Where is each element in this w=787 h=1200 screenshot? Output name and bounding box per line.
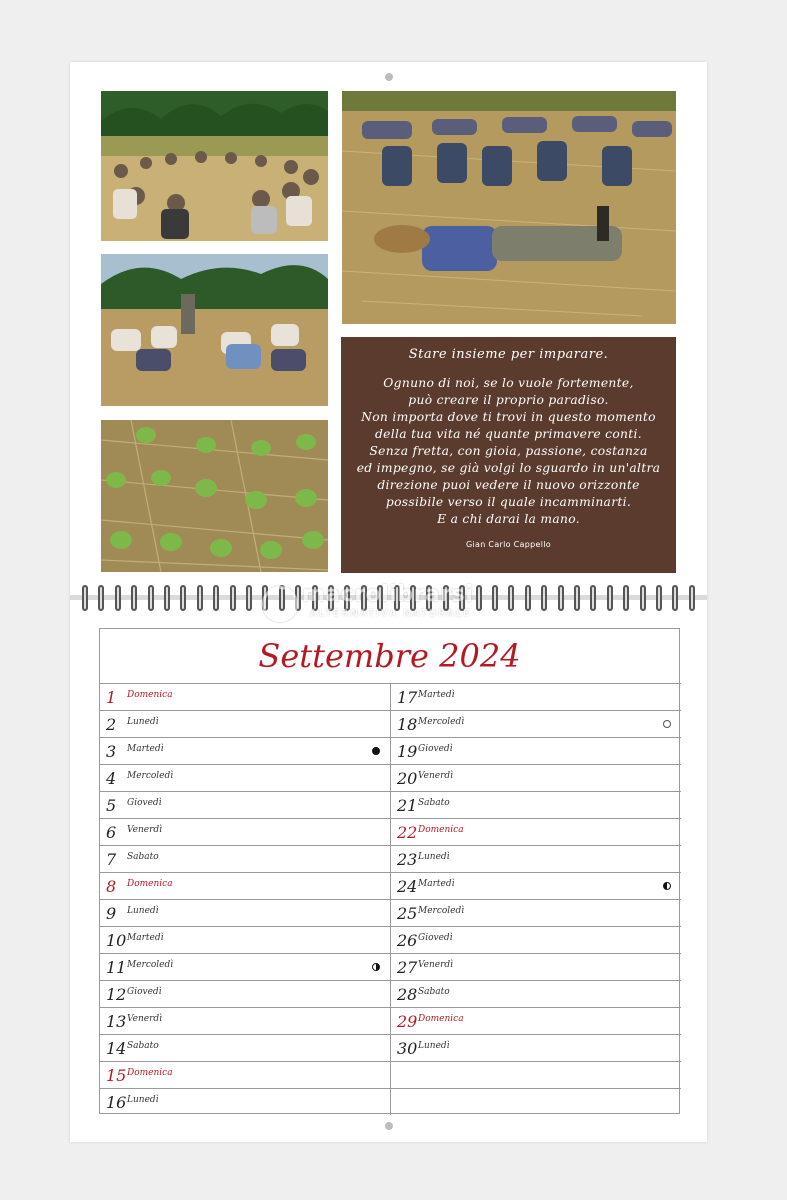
month-title: Settembre 2024	[258, 637, 521, 675]
weekday-name: Lunedì	[127, 717, 159, 727]
watermark-text: macrolibrarsi	[302, 582, 474, 607]
weekday-name: Sabato	[418, 798, 450, 808]
weekday-name: Venerdì	[418, 960, 454, 970]
calendar-day-row	[391, 710, 681, 737]
day-number: 27	[397, 958, 418, 977]
calendar-day-row	[100, 926, 390, 953]
weekday-name: Giovedì	[418, 744, 453, 754]
binding-ring	[98, 585, 104, 611]
binding-ring	[656, 585, 662, 611]
weekday-name: Martedì	[127, 744, 164, 754]
day-number: 29	[397, 1012, 418, 1031]
weekday-name: Domenica	[418, 825, 464, 835]
calendar-day-row	[391, 1061, 681, 1088]
day-number: 16	[106, 1093, 127, 1112]
quote-line: Senza fretta, con gioia, passione, costanza	[369, 444, 648, 458]
weekday-name: Sabato	[418, 987, 450, 997]
watermark-circle-icon	[262, 586, 298, 622]
binding-ring	[213, 585, 219, 611]
photo-group-kneeling	[101, 254, 328, 406]
weekday-name: Mercoledì	[418, 717, 465, 727]
day-number: 19	[397, 742, 418, 761]
calendar-day-row	[100, 737, 390, 764]
weekday-name: Venerdì	[418, 771, 454, 781]
day-number: 4	[106, 769, 117, 788]
calendar-day-row	[391, 791, 681, 818]
weekday-name: Lunedì	[127, 906, 159, 916]
calendar-day-row	[391, 872, 681, 899]
moon-first-icon	[372, 963, 380, 971]
day-number: 5	[106, 796, 117, 815]
binding-ring	[640, 585, 646, 611]
day-number: 21	[397, 796, 418, 815]
weekday-name: Martedì	[418, 879, 455, 889]
day-number: 20	[397, 769, 418, 788]
calendar-day-row	[100, 710, 390, 737]
bottom-hanging-hole	[385, 1122, 393, 1130]
binding-ring	[131, 585, 137, 611]
weekday-name: Venerdì	[127, 1014, 163, 1024]
top-hanging-hole	[385, 73, 393, 81]
calendar-day-row	[391, 1034, 681, 1061]
calendar-day-row	[391, 683, 681, 710]
weekday-name: Venerdì	[127, 825, 163, 835]
day-number: 28	[397, 985, 418, 1004]
calendar-day-row	[100, 791, 390, 818]
photo-seedlings	[101, 420, 328, 572]
weekday-name: Domenica	[127, 1068, 173, 1078]
day-number: 8	[106, 877, 117, 896]
photo-people-lying	[342, 91, 676, 324]
binding-ring	[689, 585, 695, 611]
weekday-name: Martedì	[418, 690, 455, 700]
quote-line: Ognuno di noi, se lo vuole fortemente,	[383, 376, 634, 390]
quote-line: E a chi darai la mano.	[437, 512, 580, 526]
day-number: 13	[106, 1012, 127, 1031]
quote-box	[341, 337, 676, 573]
calendar-day-row	[100, 1088, 390, 1115]
weekday-name: Sabato	[127, 852, 159, 862]
binding-ring	[574, 585, 580, 611]
calendar-day-row	[100, 899, 390, 926]
calendar-day-row	[391, 845, 681, 872]
weekday-name: Sabato	[127, 1041, 159, 1051]
binding-ring	[115, 585, 121, 611]
calendar-day-row	[100, 953, 390, 980]
weekday-name: Giovedì	[127, 798, 162, 808]
weekday-name: Domenica	[127, 690, 173, 700]
calendar-day-row	[391, 1007, 681, 1034]
watermark-subtext: ALTERNATIVA NATURALE	[310, 608, 472, 619]
quote-author: Gian Carlo Cappello	[466, 540, 551, 549]
moon-full-icon	[663, 720, 671, 728]
calendar-day-row	[391, 899, 681, 926]
photo-group-circle	[101, 91, 328, 241]
calendar-day-row	[100, 980, 390, 1007]
binding-ring	[672, 585, 678, 611]
binding-ring	[197, 585, 203, 611]
calendar-day-row	[100, 1034, 390, 1061]
weekday-name: Martedì	[127, 933, 164, 943]
weekday-name: Mercoledì	[418, 906, 465, 916]
binding-ring	[590, 585, 596, 611]
day-number: 22	[397, 823, 418, 842]
binding-ring	[541, 585, 547, 611]
binding-ring	[164, 585, 170, 611]
binding-ring	[607, 585, 613, 611]
weekday-name: Lunedì	[418, 852, 450, 862]
quote-title: Stare insieme per imparare.	[408, 347, 609, 362]
day-number: 17	[397, 688, 418, 707]
day-number: 24	[397, 877, 418, 896]
day-number: 2	[106, 715, 117, 734]
binding-ring	[180, 585, 186, 611]
day-number: 11	[106, 958, 127, 977]
calendar-day-row	[100, 818, 390, 845]
day-number: 6	[106, 823, 117, 842]
weekday-name: Lunedì	[127, 1095, 159, 1105]
calendar-day-row	[100, 1007, 390, 1034]
calendar-day-row	[100, 872, 390, 899]
calendar-day-row	[391, 953, 681, 980]
quote-line: direzione puoi vedere il nuovo orizzonte	[377, 478, 640, 492]
calendar-day-row	[391, 764, 681, 791]
weekday-name: Giovedì	[418, 933, 453, 943]
calendar-day-row	[100, 1061, 390, 1088]
quote-line: Non importa dove ti trovi in questo momento	[361, 410, 656, 424]
quote-line: possibile verso il quale incamminarti.	[385, 495, 632, 509]
calendar-day-row	[100, 764, 390, 791]
binding-ring	[230, 585, 236, 611]
weekday-name: Domenica	[418, 1014, 464, 1024]
calendar-day-row	[100, 845, 390, 872]
binding-ring	[246, 585, 252, 611]
moon-new-icon	[372, 747, 380, 755]
binding-ring	[148, 585, 154, 611]
day-number: 23	[397, 850, 418, 869]
calendar-column-right	[390, 683, 681, 1115]
binding-ring	[82, 585, 88, 611]
day-number: 1	[106, 688, 117, 707]
calendar-column-left	[100, 683, 390, 1115]
quote-line: ed impegno, se già volgi lo sguardo in un'altra	[356, 461, 661, 475]
weekday-name: Mercoledì	[127, 960, 174, 970]
quote-line: della tua vita né quante primavere conti.	[375, 427, 642, 441]
day-number: 18	[397, 715, 418, 734]
month-calendar	[99, 628, 680, 1114]
weekday-name: Giovedì	[127, 987, 162, 997]
moon-last-icon	[663, 882, 671, 890]
day-number: 7	[106, 850, 117, 869]
calendar-day-row	[391, 980, 681, 1007]
weekday-name: Lunedì	[418, 1041, 450, 1051]
weekday-name: Mercoledì	[127, 771, 174, 781]
watermark-logo	[262, 582, 542, 622]
quote-body	[341, 375, 676, 528]
calendar-day-row	[100, 683, 390, 710]
day-number: 3	[106, 742, 117, 761]
day-number: 25	[397, 904, 418, 923]
quote-line: può creare il proprio paradiso.	[408, 393, 609, 407]
calendar-day-row	[391, 737, 681, 764]
calendar-day-row	[391, 818, 681, 845]
day-number: 30	[397, 1039, 418, 1058]
day-number: 10	[106, 931, 127, 950]
weekday-name: Domenica	[127, 879, 173, 889]
day-number: 15	[106, 1066, 127, 1085]
day-number: 12	[106, 985, 127, 1004]
calendar-day-row	[391, 1088, 681, 1115]
binding-ring	[558, 585, 564, 611]
binding-ring	[623, 585, 629, 611]
day-number: 9	[106, 904, 117, 923]
calendar-day-row	[391, 926, 681, 953]
day-number: 14	[106, 1039, 127, 1058]
day-number: 26	[397, 931, 418, 950]
